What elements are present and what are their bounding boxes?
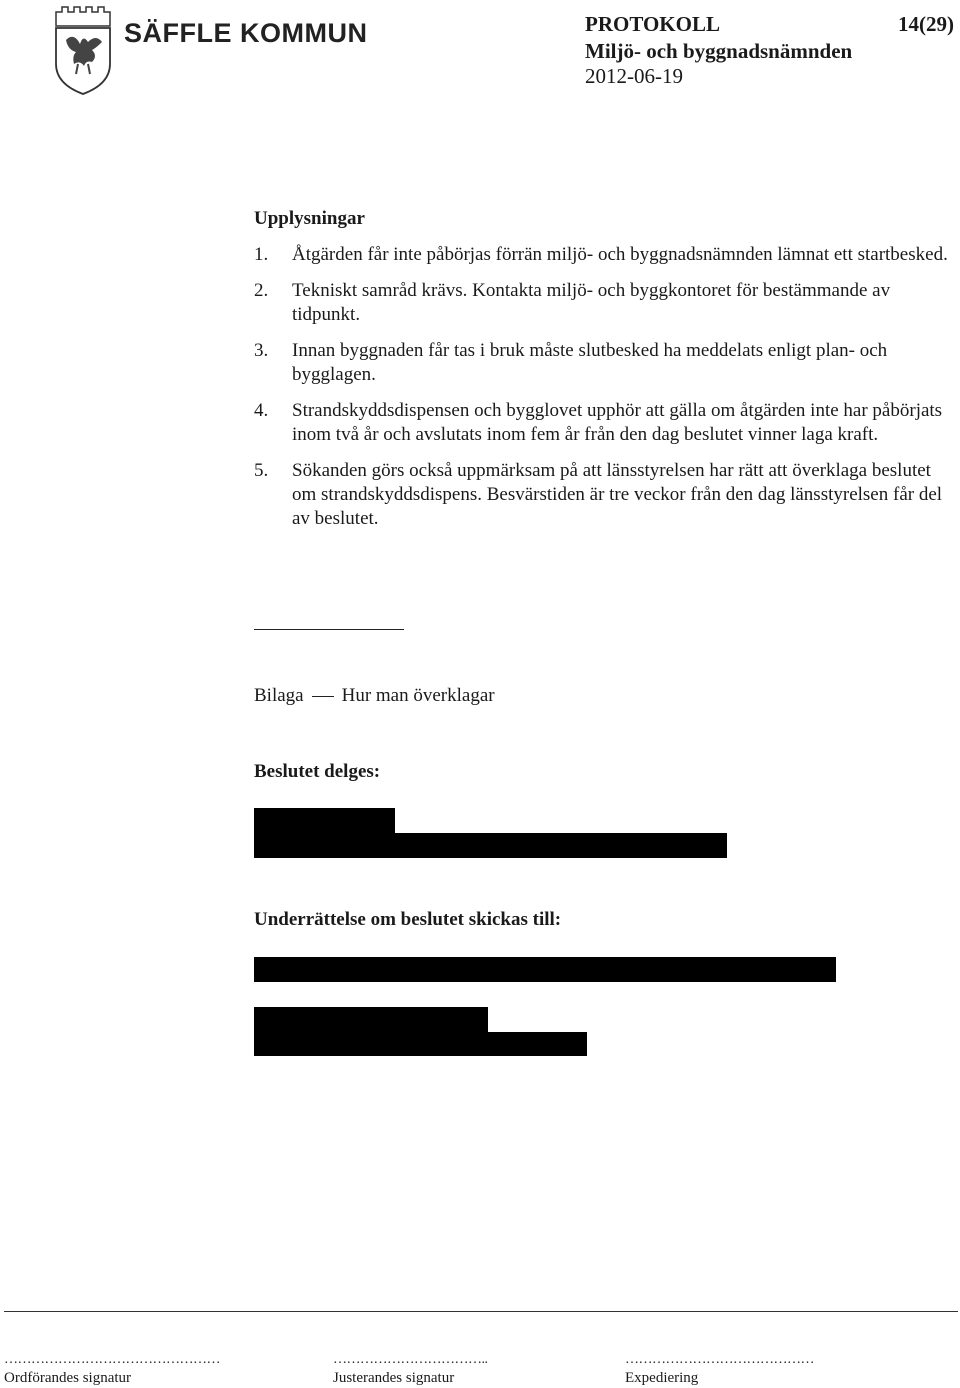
list-item: 1. Åtgärden får inte påbörjas förrän miljö- och byggnadsnämnden lämnat ett startbesked. [254, 244, 948, 265]
redaction-block [254, 957, 836, 982]
redaction-block [254, 1032, 587, 1056]
attachment-line [254, 685, 495, 707]
section-title: Upplysningar [254, 208, 365, 229]
signature-dots: …………………………….. [333, 1352, 488, 1367]
signature-label-adjuster: Justerandes signatur [333, 1370, 455, 1386]
meeting-date: 2012-06-19 [585, 64, 683, 88]
signature-label-dispatch: Expediering [625, 1370, 699, 1386]
list-item: 3. Innan byggnaden får tas i bruk måste slutbesked ha meddelats enligt plan- och bygglagen. [254, 340, 888, 385]
footer-divider [4, 1311, 958, 1312]
redaction-block [254, 1007, 488, 1033]
redaction-block [254, 833, 727, 858]
list-item: 4. Strandskyddsdispensen och bygglovet upphör att gälla om åtgärden inte har påbörjats inom två år och avslutats inom fem år från den dag beslutet vinner laga kraft. [254, 400, 943, 445]
information-section [254, 207, 954, 543]
delges-heading: Beslutet delges: [254, 761, 381, 782]
signature-label-chair: Ordförandes signatur [4, 1370, 132, 1386]
document-type: PROTOKOLL [585, 12, 720, 36]
item-text: Innan byggnaden får tas i bruk måste slutbesked ha meddelats enligt plan- och bygglagen. [292, 340, 888, 385]
signature-dots: …………………………………… [625, 1352, 814, 1367]
attachment-text: Hur man överklagar [341, 685, 495, 706]
information-list [254, 243, 954, 531]
dash-divider [312, 696, 334, 697]
signature-dots: ………………………………………… [4, 1352, 220, 1367]
item-text: Strandskyddsdispensen och bygglovet upphör att gälla om åtgärden inte har påbörjats inom två år och avslutats inom fem år från den dag beslutet vinner laga kraft. [292, 400, 943, 445]
divider [254, 629, 404, 630]
notify-heading: Underrättelse om beslutet skickas till: [254, 909, 562, 930]
page-number: 14(29) [898, 12, 954, 36]
item-text: Åtgärden får inte påbörjas förrän miljö- och byggnadsnämnden lämnat ett startbesked. [292, 244, 948, 265]
list-item: 2. Tekniskt samråd krävs. Kontakta miljö- och byggkontoret för bestämmande av tidpunkt. [254, 280, 891, 325]
organization-name: SÄFFLE KOMMUN [124, 18, 368, 48]
coat-of-arms-logo [52, 4, 114, 96]
redaction-block [254, 808, 395, 834]
item-text: Tekniskt samråd krävs. Kontakta miljö- och byggkontoret för bestämmande av tidpunkt. [292, 280, 891, 325]
attachment-label: Bilaga [254, 685, 304, 706]
list-item: 5. Sökanden görs också uppmärksam på att länsstyrelsen har rätt att överklaga beslutet om strandskyddsdispens. Besvärstiden är tre veckor från den dag länsstyrelsen får del av beslutet. [254, 460, 943, 529]
item-text: Sökanden görs också uppmärksam på att länsstyrelsen har rätt att överklaga beslutet om strandskyddsdispens. Besvärstiden är tre veckor från den dag länsstyrelsen får del av beslutet. [292, 460, 943, 529]
board-name: Miljö- och byggnadsnämnden [585, 39, 853, 63]
